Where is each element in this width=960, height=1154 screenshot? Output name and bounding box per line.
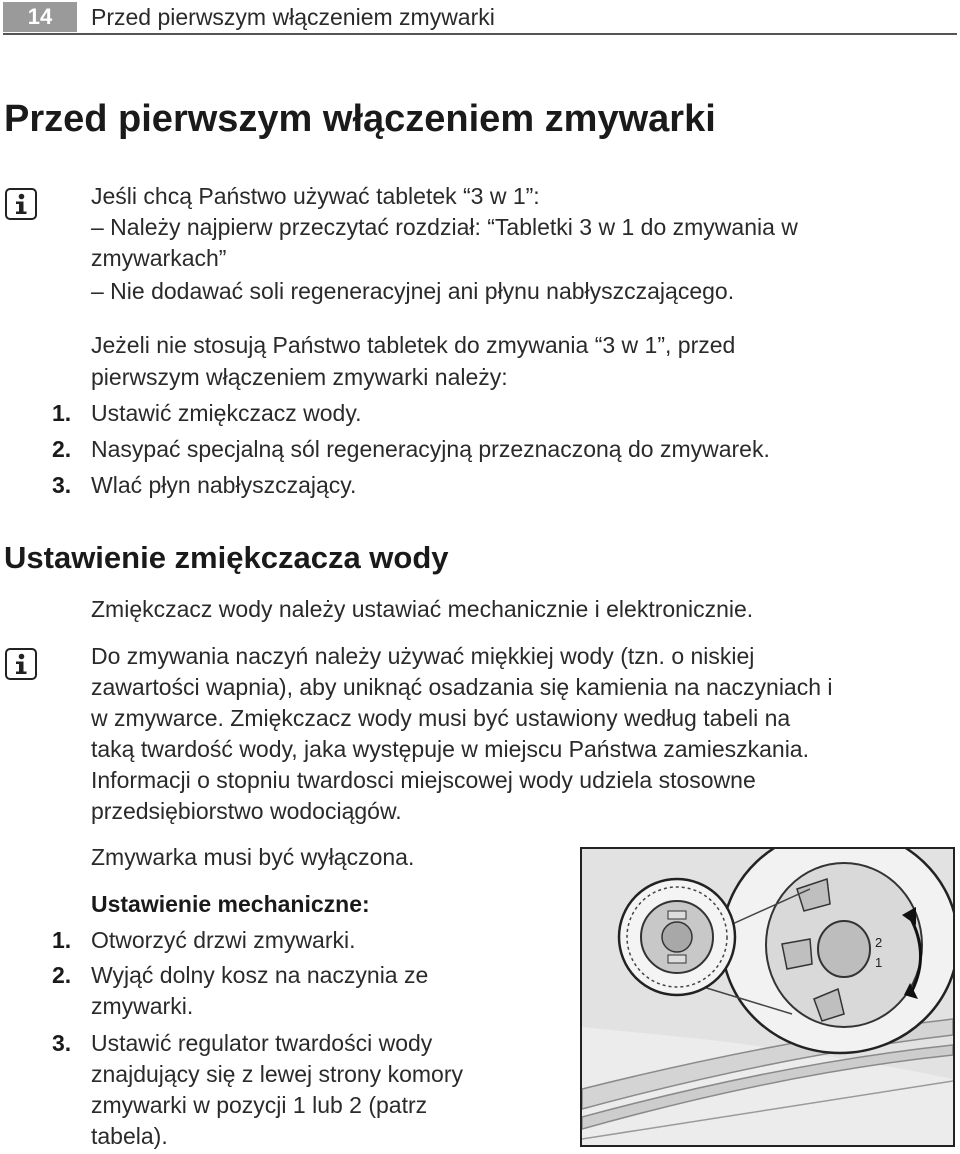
note-text: Zmywarka musi być wyłączona. <box>91 844 415 870</box>
step-number: 1. <box>52 400 72 426</box>
step-line: zmywarki. <box>91 993 194 1019</box>
page-number: 14 <box>3 2 77 32</box>
info-line: – Nie dodawać soli regeneracyjnej ani płynu nabłyszczającego. <box>91 278 735 304</box>
info-line: w zmywarce. Zmiękczacz wody musi być ustawiony według tabeli na <box>91 705 791 731</box>
step-text: Nasypać specjalną sól regeneracyjną przeznaczoną do zmywarek. <box>91 436 770 462</box>
section-title: Przed pierwszym włączeniem zmywarki <box>4 98 716 140</box>
info-line: – Należy najpierw przeczytać rozdział: “Tabletki 3 w 1 do zmywania w <box>91 214 798 240</box>
dial-drawing <box>582 849 953 1145</box>
subheading: Ustawienie mechaniczne: <box>91 891 370 917</box>
intro-line: Jeżeli nie stosują Państwo tabletek do zmywania “3 w 1”, przed <box>91 332 736 358</box>
step-number: 3. <box>52 472 72 498</box>
step-item <box>52 960 532 1022</box>
step-line: Otworzyć drzwi zmywarki. <box>91 927 356 953</box>
info-line: zmywarkach” <box>91 245 227 271</box>
dial-label: 2 <box>875 935 883 950</box>
dial-label: 1 <box>875 955 883 970</box>
info-icon <box>5 648 37 680</box>
step-line: Ustawić regulator twardości wody <box>91 1030 433 1056</box>
step-item <box>52 434 770 465</box>
intro-text: Zmiękczacz wody należy ustawiać mechanicznie i elektronicznie. <box>91 596 754 622</box>
step-item <box>52 925 532 956</box>
subsection-title: Ustawienie zmiękczacza wody <box>4 540 449 575</box>
water-softener-illustration <box>580 847 955 1147</box>
header-divider <box>3 33 957 35</box>
step-text: Ustawić zmiękczacz wody. <box>91 400 362 426</box>
step-number: 1. <box>52 927 72 953</box>
info-line: Informacji o stopniu twardosci miejscowej wody udziela stosowne <box>91 767 756 793</box>
info-line: Jeśli chcą Państwo używać tabletek “3 w 1”: <box>91 183 540 209</box>
page-header <box>0 0 960 34</box>
step-number: 2. <box>52 436 72 462</box>
info-line: Do zmywania naczyń należy używać miękkiej wody (tzn. o niskiej <box>91 643 755 669</box>
info-line: taką twardość wody, jaka występuje w miejscu Państwa zamieszkania. <box>91 736 809 762</box>
running-title: Przed pierwszym włączeniem zmywarki <box>91 4 495 30</box>
step-number: 2. <box>52 962 72 988</box>
step-line: Wyjąć dolny kosz na naczynia ze <box>91 962 429 988</box>
info-icon <box>5 188 37 220</box>
step-item <box>52 398 362 429</box>
step-item <box>52 470 356 501</box>
step-line: znajdujący się z lewej strony komory <box>91 1061 463 1087</box>
info-line: zawartości wapnia), aby uniknąć osadzania się kamienia na naczyniach i <box>91 674 833 700</box>
step-item <box>52 1028 532 1152</box>
step-number: 3. <box>52 1030 72 1056</box>
step-line: tabela). <box>91 1123 168 1149</box>
info-line: przedsiębiorstwo wodociągów. <box>91 798 402 824</box>
intro-line: pierwszym włączeniem zmywarki należy: <box>91 364 508 390</box>
step-line: zmywarki w pozycji 1 lub 2 (patrz <box>91 1092 428 1118</box>
step-text: Wlać płyn nabłyszczający. <box>91 472 357 498</box>
